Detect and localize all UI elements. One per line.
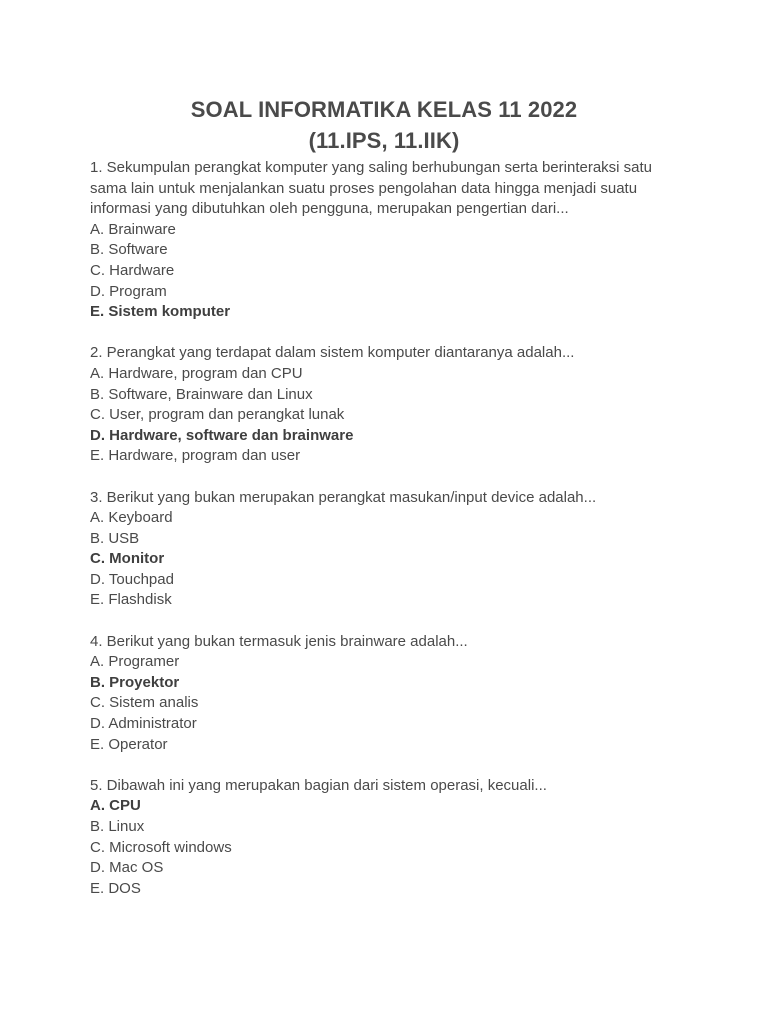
question-text: 5. Dibawah ini yang merupakan bagian dari sistem operasi, kecuali... [90, 776, 547, 794]
correct-answer-option: D. Hardware, software dan brainware [90, 426, 354, 444]
answer-option: D. Mac OS [90, 859, 164, 877]
correct-answer-option: E. Sistem komputer [90, 303, 231, 321]
question-text: 3. Berikut yang bukan merupakan perangkat masukan/input device adalah... [90, 488, 597, 506]
answer-option: A. Hardware, program dan CPU [90, 364, 303, 382]
answer-option: C. Microsoft windows [90, 838, 232, 856]
answer-option: E. Operator [90, 735, 168, 753]
answer-option: D. Administrator [90, 715, 197, 733]
correct-answer-option: C. Monitor [90, 550, 165, 568]
question-1 [90, 158, 680, 323]
question-text: 4. Berikut yang bukan termasuk jenis brainware adalah... [90, 632, 468, 650]
correct-answer-option: A. CPU [90, 797, 141, 815]
answer-option: B. Software [90, 241, 168, 259]
question-5 [90, 776, 680, 900]
answer-option: D. Touchpad [90, 570, 174, 588]
answer-option: C. User, program dan perangkat lunak [90, 406, 345, 424]
question-2 [90, 343, 680, 467]
answer-option: E. DOS [90, 879, 141, 897]
answer-option: C. Hardware [90, 261, 175, 279]
title-line-2: (11.IPS, 11.IIK) [308, 128, 460, 153]
document-title [0, 94, 768, 156]
question-3 [90, 488, 680, 612]
answer-option: C. Sistem analis [90, 694, 199, 712]
answer-option: A. Brainware [90, 220, 176, 238]
answer-option: B. Linux [90, 818, 145, 835]
question-list [90, 158, 680, 920]
question-text: 1. Sekumpulan perangkat komputer yang saling berhubungan serta berinteraksi satu sama lain untuk menjalankan suatu proses pengolahan data hingga menjadi suatu informasi yang dibutuhkan oleh pengguna, merupakan pengertian dari... [90, 159, 653, 218]
answer-option: E. Flashdisk [90, 591, 172, 609]
correct-answer-option: B. Proyektor [90, 673, 180, 691]
question-4 [90, 632, 680, 756]
question-text: 2. Perangkat yang terdapat dalam sistem komputer diantaranya adalah... [90, 344, 575, 362]
answer-option: A. Programer [90, 653, 180, 671]
answer-option: A. Keyboard [90, 509, 173, 527]
title-line-1: SOAL INFORMATIKA KELAS 11 2022 [190, 97, 578, 122]
answer-option: E. Hardware, program dan user [90, 447, 301, 465]
answer-option: B. USB [90, 529, 140, 547]
answer-option: B. Software, Brainware dan Linux [90, 385, 313, 403]
answer-option: D. Program [90, 282, 167, 300]
